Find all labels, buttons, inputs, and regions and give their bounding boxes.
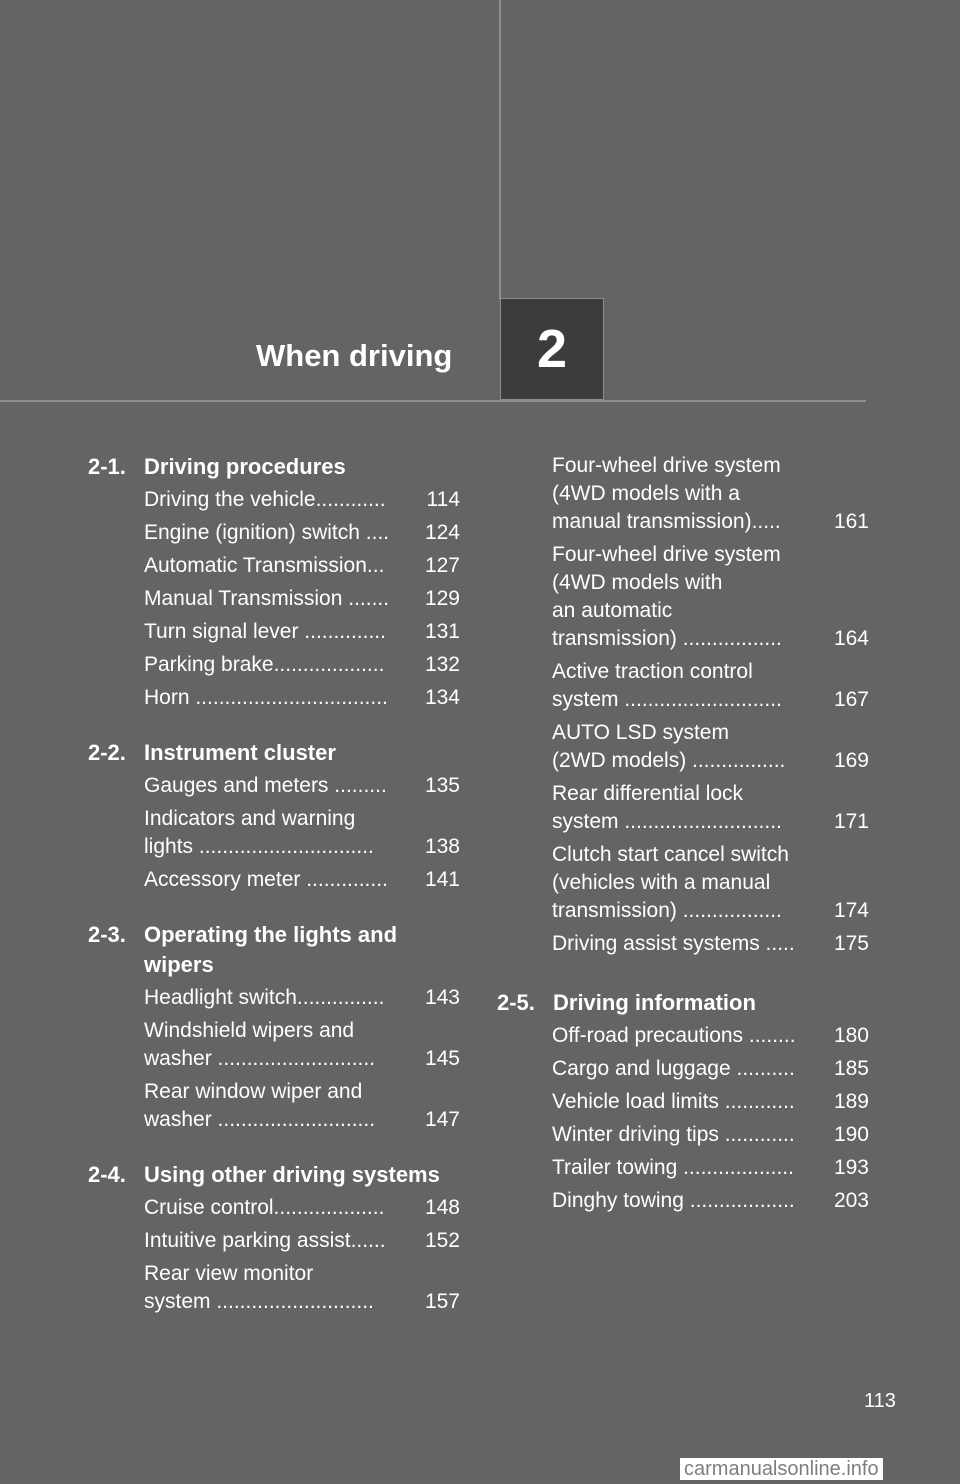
- toc-entry[interactable]: [144, 618, 460, 646]
- toc-entry[interactable]: [552, 930, 869, 958]
- divider-vertical: [499, 0, 501, 300]
- toc-entry-page: 131: [424, 620, 460, 643]
- section-title: Driving information: [553, 990, 756, 1015]
- toc-entry-title: Windshield wipers and washer ...........................: [144, 1019, 376, 1070]
- toc-entry[interactable]: [144, 866, 460, 894]
- toc-entry-page: 189: [833, 1090, 869, 1113]
- section-heading[interactable]: [88, 920, 460, 980]
- toc-entry-title: Rear window wiper and washer ...........................: [144, 1080, 376, 1131]
- toc-section: [88, 920, 460, 1134]
- toc-entry-title: Manual Transmission .......: [144, 587, 390, 610]
- toc-entry-title: Rear view monitor system ...........................: [144, 1262, 374, 1313]
- toc-entry-title: Dinghy towing ..................: [552, 1189, 795, 1212]
- toc-entry[interactable]: [552, 541, 869, 653]
- toc-entry[interactable]: [552, 719, 869, 775]
- section-entries: [88, 984, 460, 1134]
- toc-entry-title: Off-road precautions ........: [552, 1024, 796, 1047]
- toc-entry[interactable]: [144, 519, 460, 547]
- toc-entry-page: 127: [424, 554, 460, 577]
- toc-entry-title: Turn signal lever ..............: [144, 620, 386, 643]
- toc-entry-title: Active traction control system ...........................: [552, 660, 782, 711]
- toc-entry-page: 164: [833, 627, 869, 650]
- section-entries: [88, 486, 460, 712]
- chapter-number: 2: [536, 319, 568, 379]
- toc-section-continued: [497, 452, 869, 958]
- toc-entry-page: 147: [424, 1108, 460, 1131]
- divider-horizontal: [0, 400, 866, 402]
- toc-entry-page: 141: [424, 868, 460, 891]
- toc-entry-title: Engine (ignition) switch ....: [144, 521, 390, 544]
- toc-entry-page: 174: [833, 899, 869, 922]
- toc-entry-page: 180: [833, 1024, 869, 1047]
- toc-column-right: [497, 452, 869, 1241]
- toc-entry[interactable]: [144, 486, 460, 514]
- toc-entry-title: Parking brake...................: [144, 653, 385, 676]
- toc-entry-page: 167: [833, 688, 869, 711]
- section-entries: [88, 772, 460, 894]
- toc-entry[interactable]: [552, 1187, 869, 1215]
- section-number: 2-2.: [88, 740, 126, 765]
- toc-entry[interactable]: [552, 1055, 869, 1083]
- toc-entry[interactable]: [144, 1194, 460, 1222]
- toc-entry-page: 135: [424, 774, 460, 797]
- toc-entry[interactable]: [144, 772, 460, 800]
- toc-entry[interactable]: [144, 1017, 460, 1073]
- toc-entry[interactable]: [552, 1022, 869, 1050]
- section-heading[interactable]: [497, 988, 869, 1018]
- toc-entry-title: Four-wheel drive system (4WD models with a manual transmission).....: [552, 454, 781, 533]
- section-entries: [497, 1022, 869, 1215]
- toc-entry-title: Vehicle load limits ............: [552, 1090, 795, 1113]
- toc-entry-title: Intuitive parking assist......: [144, 1229, 386, 1252]
- toc-entry-page: 138: [424, 835, 460, 858]
- toc-entry[interactable]: [552, 1088, 869, 1116]
- toc-entry[interactable]: [144, 984, 460, 1012]
- toc-section: [88, 452, 460, 712]
- section-number: 2-5.: [497, 990, 535, 1015]
- toc-entry-title: Accessory meter ..............: [144, 868, 388, 891]
- section-entries: [88, 1194, 460, 1316]
- toc-entry-page: 169: [833, 749, 869, 772]
- toc-entry-title: Cruise control...................: [144, 1196, 385, 1219]
- section-number: 2-4.: [88, 1162, 126, 1187]
- toc-entry[interactable]: [144, 805, 460, 861]
- chapter-number-tab: [500, 298, 604, 400]
- toc-entry[interactable]: [552, 780, 869, 836]
- toc-entry[interactable]: [552, 452, 869, 536]
- toc-column-left: [88, 452, 460, 1342]
- toc-entry[interactable]: [144, 684, 460, 712]
- section-title: Instrument cluster: [144, 740, 336, 765]
- toc-entry-title: Headlight switch...............: [144, 986, 385, 1009]
- section-title: Driving procedures: [144, 454, 346, 479]
- section-entries: [497, 452, 869, 958]
- toc-entry[interactable]: [552, 1121, 869, 1149]
- toc-entry[interactable]: [144, 1260, 460, 1316]
- toc-entry-title: Clutch start cancel switch (vehicles with a manual transmission) .................: [552, 843, 789, 922]
- page-number: 113: [864, 1390, 896, 1412]
- toc-entry-title: Cargo and luggage ..........: [552, 1057, 795, 1080]
- toc-entry-title: Driving the vehicle............: [144, 488, 386, 511]
- toc-entry-title: Indicators and warning lights ..............................: [144, 807, 374, 858]
- toc-entry[interactable]: [552, 1154, 869, 1182]
- toc-entry-page: 132: [424, 653, 460, 676]
- toc-entry-title: Four-wheel drive system (4WD models with an automatic transmission) .................: [552, 543, 782, 650]
- toc-section: [88, 738, 460, 894]
- toc-entry[interactable]: [552, 658, 869, 714]
- toc-entry-title: Gauges and meters .........: [144, 774, 387, 797]
- toc-entry-page: 148: [424, 1196, 460, 1219]
- chapter-title: When driving: [256, 338, 453, 373]
- toc-entry-title: Rear differential lock system ...........................: [552, 782, 782, 833]
- toc-entry[interactable]: [144, 1078, 460, 1134]
- toc-entry-page: 193: [833, 1156, 869, 1179]
- toc-entry-page: 143: [424, 986, 460, 1009]
- toc-entry-page: 161: [833, 510, 869, 533]
- section-title: Operating the lights and wipers: [144, 922, 398, 977]
- toc-entry-title: Trailer towing ...................: [552, 1156, 794, 1179]
- toc-entry-title: Driving assist systems .....: [552, 932, 795, 955]
- section-number: 2-3.: [88, 922, 126, 947]
- toc-entry-page: 114: [426, 488, 460, 511]
- toc-entry-page: 175: [833, 932, 869, 955]
- toc-entry-title: Horn .................................: [144, 686, 388, 709]
- toc-entry-title: AUTO LSD system (2WD models) ................: [552, 721, 786, 772]
- section-number: 2-1.: [88, 454, 126, 479]
- toc-entry[interactable]: [144, 585, 460, 613]
- toc-entry-page: 157: [424, 1290, 460, 1313]
- toc-entry[interactable]: [144, 552, 460, 580]
- toc-entry-title: Winter driving tips ............: [552, 1123, 795, 1146]
- toc-entry-page: 203: [833, 1189, 869, 1212]
- toc-entry-page: 190: [833, 1123, 869, 1146]
- toc-section: [497, 988, 869, 1215]
- section-heading[interactable]: [88, 1160, 460, 1190]
- toc-entry[interactable]: [144, 1227, 460, 1255]
- section-title: Using other driving systems: [144, 1162, 440, 1187]
- toc-section: [88, 1160, 460, 1316]
- section-heading[interactable]: [88, 452, 460, 482]
- toc-entry-page: 185: [833, 1057, 869, 1080]
- toc-entry[interactable]: [552, 841, 869, 925]
- section-heading[interactable]: [88, 738, 460, 768]
- toc-entry-page: 145: [424, 1047, 460, 1070]
- toc-entry-page: 152: [424, 1229, 460, 1252]
- toc-entry-page: 171: [833, 810, 869, 833]
- toc-entry-title: Automatic Transmission...: [144, 554, 385, 577]
- toc-entry[interactable]: [144, 651, 460, 679]
- toc-entry-page: 129: [424, 587, 460, 610]
- toc-entry-page: 134: [424, 686, 460, 709]
- toc-entry-page: 124: [424, 521, 460, 544]
- watermark: carmanualsonline.info: [680, 1458, 883, 1480]
